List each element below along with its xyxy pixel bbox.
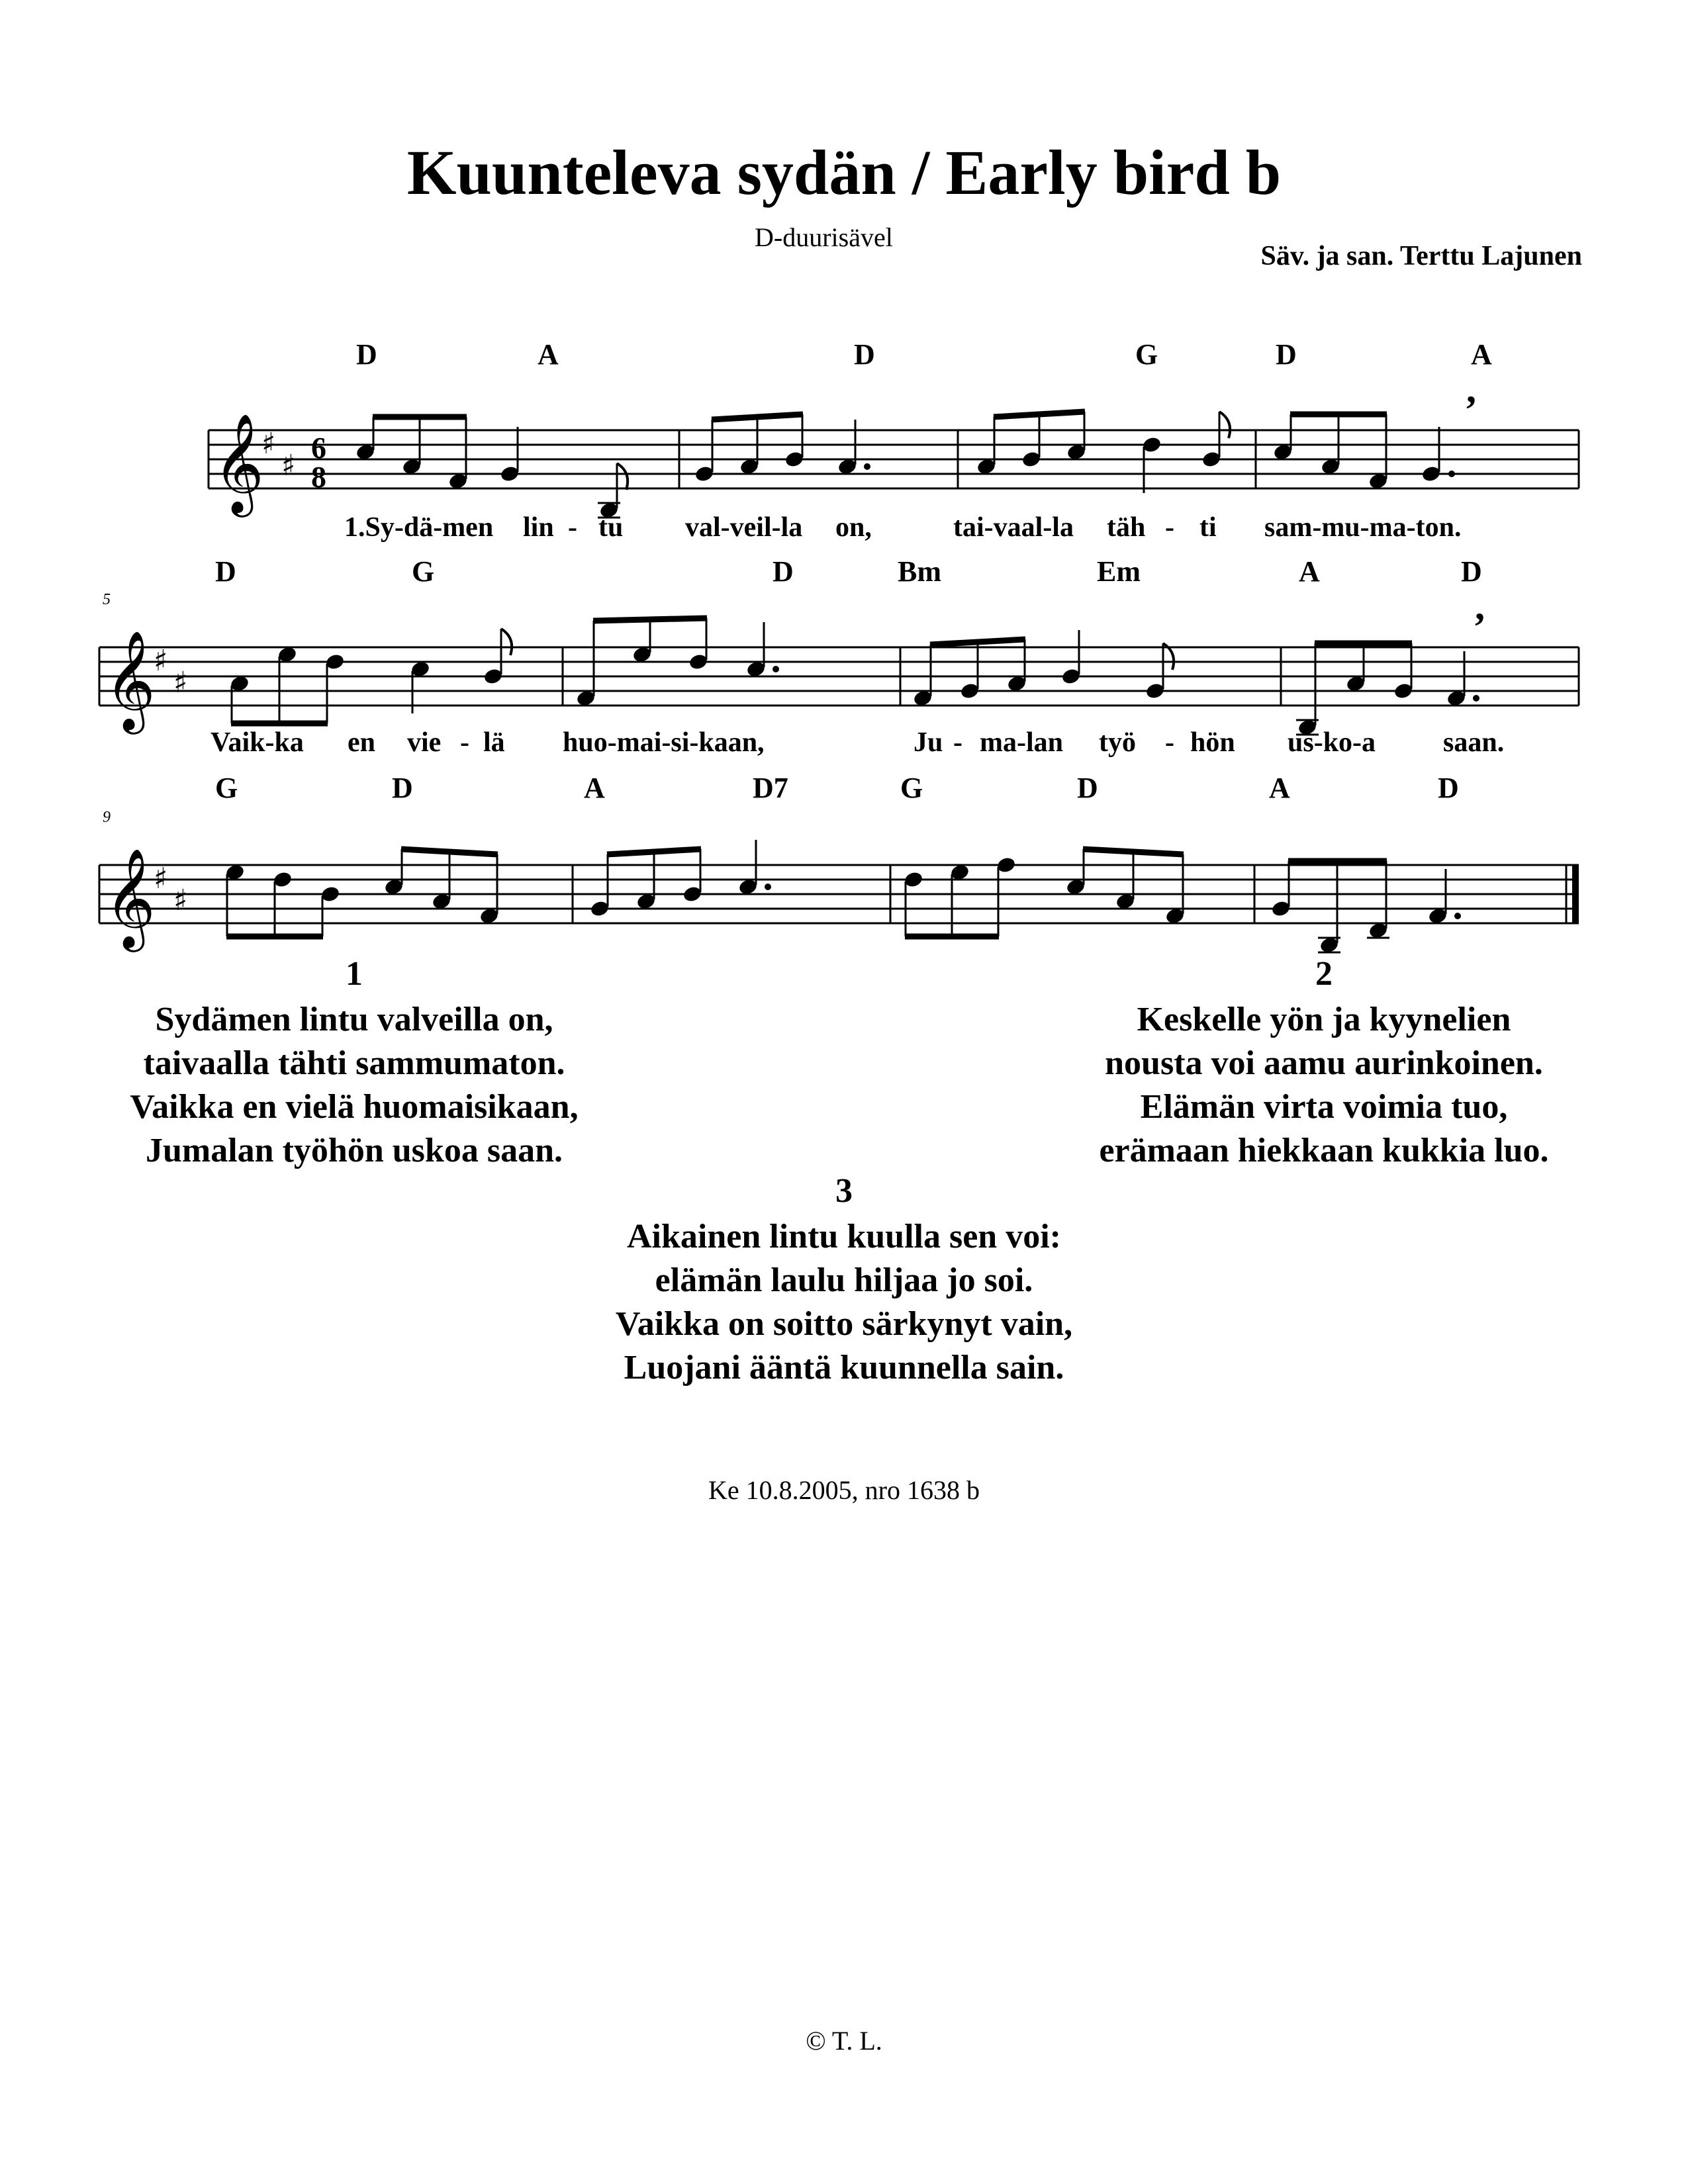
lyric-syllable: lä (483, 727, 505, 758)
verse-line: Elämän virta voimia tuo, (1140, 1088, 1508, 1126)
note-group (976, 412, 1230, 493)
sharp-f-icon: ♯ (154, 862, 168, 895)
note-group (1270, 861, 1461, 954)
staff-system-2 (0, 584, 1688, 826)
staff-lines (99, 865, 1579, 923)
lyric-syllable: Ju (914, 727, 943, 758)
chord-symbol: D (854, 338, 875, 371)
time-sig-top: 6 (311, 431, 326, 465)
verse-line: Keskelle yön ja kyynelien (1137, 1001, 1511, 1038)
song-title: Kuunteleva sydän / Early bird b (406, 137, 1282, 208)
verse-3 (530, 1215, 1158, 1390)
lyric-syllable: huo-mai-si-kaan, (563, 727, 765, 758)
lyric-syllable: on, (835, 512, 872, 543)
sharp-c-icon: ♯ (173, 884, 188, 917)
verse-line: Vaikka on soitto särkynyt vain, (615, 1305, 1073, 1343)
note-group (355, 417, 628, 520)
note-group (1296, 584, 1485, 737)
chord-symbol: D (1276, 338, 1297, 371)
note-group (1272, 367, 1476, 490)
lyric-syllable: tu (598, 512, 624, 543)
lyric-syllable: työ (1099, 727, 1136, 758)
chord-symbol: A (1471, 338, 1492, 371)
lyric-syllable: vie (407, 727, 442, 758)
breath-mark-icon: , (1466, 367, 1476, 411)
lyric-syllable: - (460, 727, 469, 758)
sharp-f-icon: ♯ (261, 427, 276, 461)
chord-symbol: D (773, 555, 794, 588)
chord-symbol: A (538, 338, 559, 371)
treble-clef-icon: 𝄞 (213, 412, 264, 513)
verse-line: Jumalan työhön uskoa saan. (146, 1132, 563, 1169)
composer-credit: Säv. ja san. Terttu Lajunen (1260, 241, 1582, 271)
lyric-syllable: tai-vaal-la (953, 512, 1074, 543)
sharp-c-icon: ♯ (173, 666, 188, 700)
staff-lines (99, 647, 1579, 705)
verse-line: nousta voi aamu aurinkoinen. (1105, 1044, 1543, 1082)
verse-number: 1 (346, 955, 363, 993)
lyric-syllable: - (568, 512, 577, 543)
breath-mark-icon: , (1475, 584, 1485, 628)
chord-symbol: D (215, 555, 236, 588)
chord-symbol: A (584, 772, 605, 804)
chord-symbol: A (1269, 772, 1290, 804)
staff-system-1 (0, 367, 1688, 609)
chord-symbol: D (1077, 772, 1098, 804)
verse-line: Sydämen lintu valveilla on, (155, 1001, 553, 1038)
chord-symbol: G (215, 772, 238, 804)
lyric-syllable: hön (1190, 727, 1235, 758)
lyric-syllable: ti (1199, 512, 1217, 543)
chord-symbol: G (900, 772, 923, 804)
lyric-syllable: - (1165, 512, 1174, 543)
treble-clef-icon: 𝄞 (105, 847, 156, 948)
sharp-f-icon: ♯ (154, 644, 168, 678)
sharp-c-icon: ♯ (281, 449, 296, 482)
lyric-syllable: täh (1107, 512, 1146, 543)
chord-symbol: G (412, 555, 435, 588)
lyric-syllable: sam-mu-ma-ton. (1264, 512, 1462, 543)
lyric-syllable: - (953, 727, 962, 758)
chord-symbol: G (1135, 338, 1158, 371)
chord-symbol: D (392, 772, 413, 804)
lyric-syllable: val-veil-la (685, 512, 803, 543)
chord-symbol: D7 (753, 772, 788, 804)
lyric-syllable: ma-lan (980, 727, 1063, 758)
chord-symbol: D (1438, 772, 1459, 804)
measure-number: 9 (103, 809, 111, 826)
treble-clef-icon: 𝄞 (105, 629, 156, 730)
date-line: Ke 10.8.2005, nro 1638 b (708, 1475, 980, 1505)
verse-line: elämän laulu hiljaa jo soi. (655, 1261, 1033, 1299)
chord-symbol: A (1299, 555, 1320, 588)
lyric-syllable: Vaik-ka (211, 727, 304, 758)
note-group (694, 414, 870, 483)
copyright: © T. L. (806, 2026, 882, 2056)
verse-line: erämaan hiekkaan kukkia luo. (1099, 1132, 1549, 1169)
chord-symbol: Em (1097, 555, 1141, 588)
chord-symbol: D (356, 338, 377, 371)
lyric-syllable: saan. (1443, 727, 1505, 758)
verse-1 (53, 998, 655, 1173)
verse-number: 3 (835, 1172, 853, 1210)
note-group (912, 630, 1174, 707)
chord-symbol: D (1461, 555, 1482, 588)
verse-line: Aikainen lintu kuulla sen voi: (627, 1218, 1061, 1255)
verse-line: Vaikka en vielä huomaisikaan, (130, 1088, 579, 1126)
verse-number: 2 (1315, 955, 1333, 993)
time-sig-bottom: 8 (311, 460, 326, 494)
lyric-syllable: en (348, 727, 375, 758)
lyric-syllable: lin (523, 512, 554, 543)
verse-line: taivaalla tähti sammumaton. (143, 1044, 565, 1082)
verse-line: Luojani ääntä kuunnella sain. (624, 1349, 1064, 1387)
lyric-syllable: 1.Sy-dä-men (344, 512, 494, 543)
verse-2 (1033, 998, 1615, 1173)
key-label: D-duurisävel (755, 222, 893, 252)
lyric-syllable: - (1165, 727, 1174, 758)
measure-number: 5 (103, 591, 111, 608)
lyric-syllable: us-ko-a (1288, 727, 1376, 758)
chord-symbol: Bm (898, 555, 941, 588)
final-barline (1572, 865, 1579, 923)
